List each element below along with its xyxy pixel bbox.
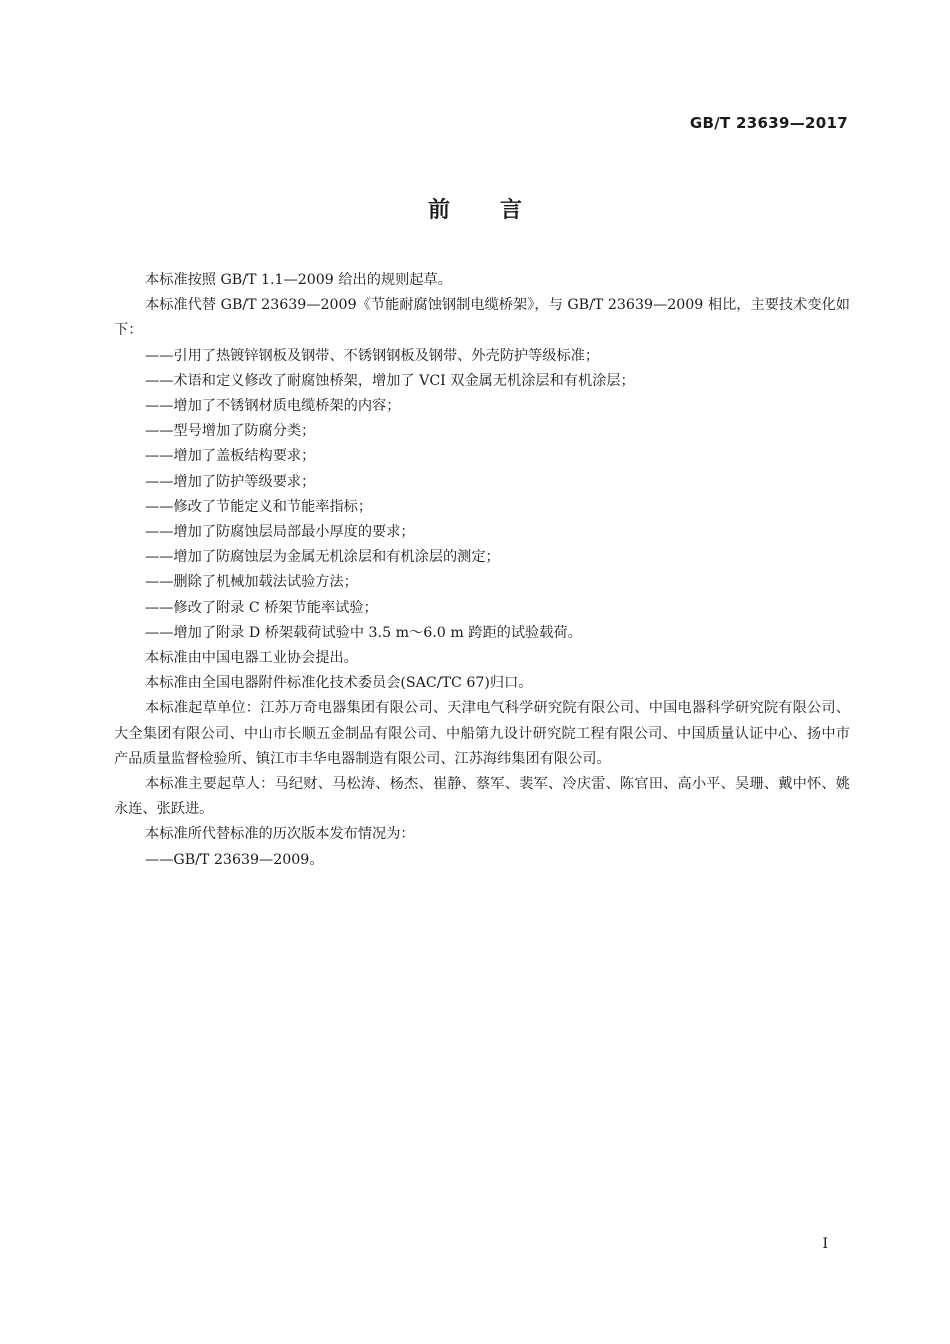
standard-code: GB/T 23639—2017	[689, 114, 848, 132]
paragraph-drafters: 本标准主要起草人：马纪财、马松涛、杨杰、崔静、蔡军、裴军、冷庆雷、陈官田、高小平、吴珊、戴中怀、姚永连、张跃进。	[114, 776, 850, 818]
paragraph-drafting-rules: 本标准按照 GB/T 1.1—2009 给出的规则起草。	[145, 272, 452, 288]
change-item: ——增加了附录 D 桥架载荷试验中 3.5 m～6.0 m 跨距的试验载荷。	[145, 624, 582, 641]
change-item: ——修改了附录 C 桥架节能率试验；	[145, 599, 378, 616]
change-item: ——增加了盖板结构要求；	[145, 448, 316, 465]
paragraph-drafting-units: 本标准起草单位：江苏万奇电器集团有限公司、天津电气科学研究院有限公司、中国电器科学研究院有限公司、大全集团有限公司、中山市长顺五金制品有限公司、中船第九设计研究院工程有限公司、中国质量认证中心、扬中市产品质量监督检验所、镇江市丰华电器制造有限公司、江苏海纬集团有限公司。	[114, 700, 850, 767]
paragraph-committee: 本标准由全国电器附件标准化技术委员会(SAC/TC 67)归口。	[145, 675, 533, 692]
foreword-body	[114, 268, 850, 873]
paragraph-proposer: 本标准由中国电器工业协会提出。	[145, 650, 358, 667]
change-item: ——增加了不锈钢材质电缆桥架的内容；	[145, 398, 401, 415]
page-number: I	[822, 1236, 828, 1252]
change-item: ——引用了热镀锌钢板及钢带、不锈钢钢板及钢带、外壳防护等级标准；	[145, 347, 600, 364]
page-title: 前言	[427, 198, 572, 223]
change-item: ——型号增加了防腐分类；	[145, 423, 316, 440]
paragraph-history-intro: 本标准所代替标准的历次版本发布情况为：	[145, 826, 415, 843]
change-item: ——修改了节能定义和节能率指标；	[145, 498, 373, 515]
change-item: ——删除了机械加载法试验方法；	[145, 574, 358, 591]
change-item: ——增加了防腐蚀层局部最小厚度的要求；	[145, 524, 415, 541]
history-item: ——GB/T 23639—2009。	[145, 851, 324, 868]
change-item: ——增加了防腐蚀层为金属无机涂层和有机涂层的测定；	[145, 549, 500, 566]
change-item: ——增加了防护等级要求；	[145, 473, 316, 490]
change-item: ——术语和定义修改了耐腐蚀桥架，增加了 VCI 双金属无机涂层和有机涂层；	[145, 372, 635, 389]
paragraph-replacement: 本标准代替 GB/T 23639—2009《节能耐腐蚀钢制电缆桥架》，与 GB/T 23639—2009 相比，主要技术变化如下：	[114, 297, 850, 339]
